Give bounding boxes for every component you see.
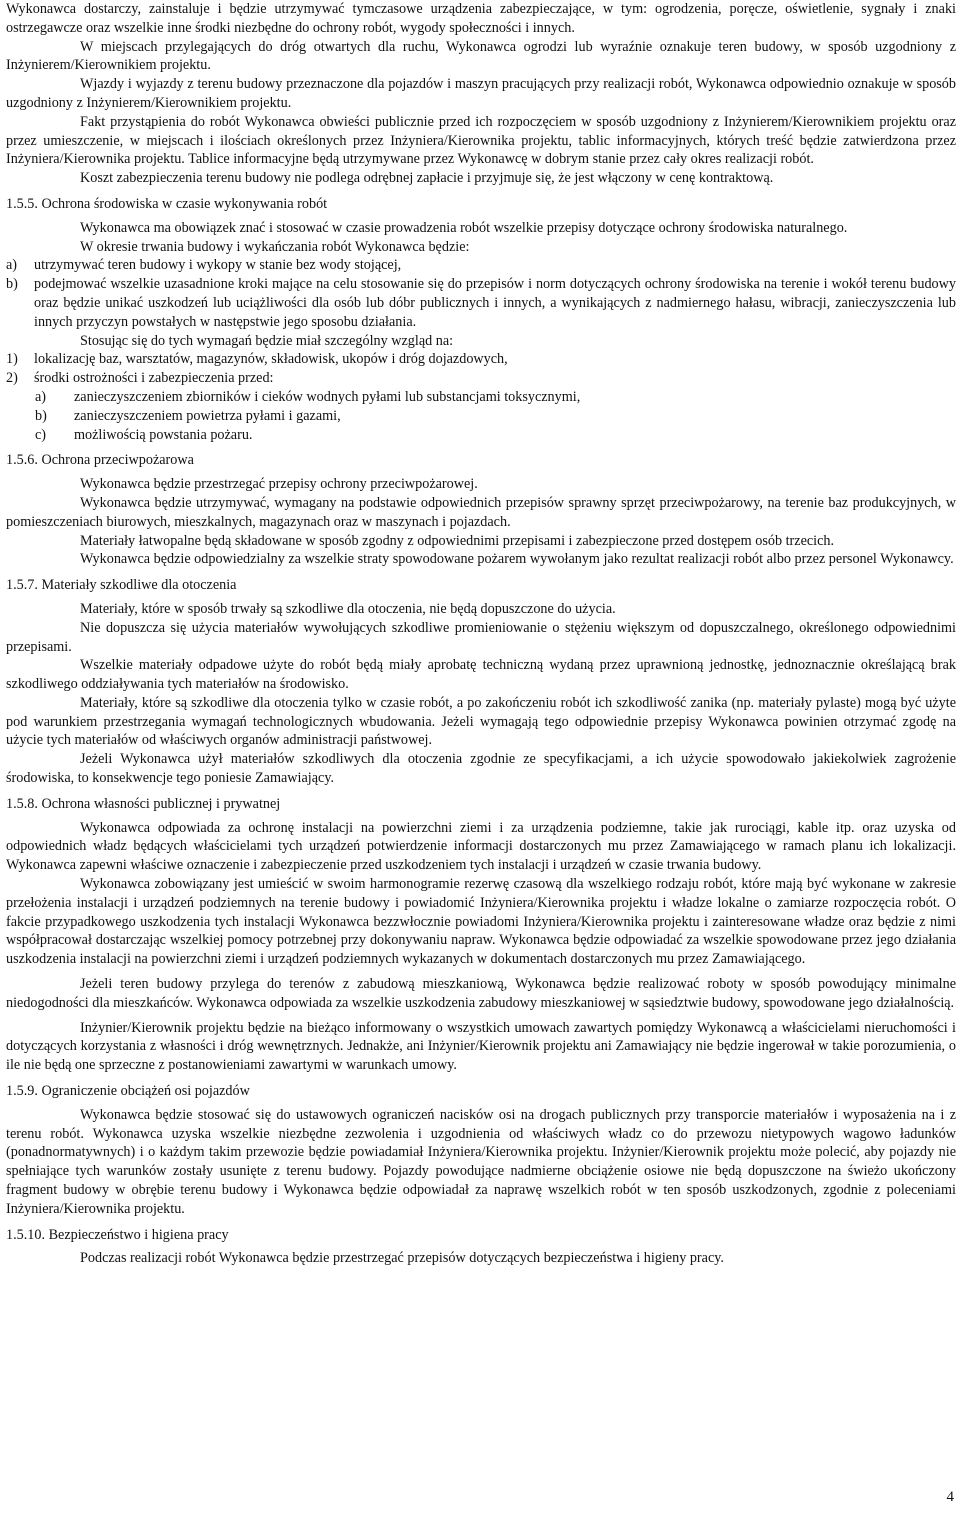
list-marker: b) <box>6 276 18 293</box>
section-heading: 1.5.7. Materiały szkodliwe dla otoczenia <box>6 577 237 594</box>
list-item <box>6 350 956 369</box>
paragraph: Wykonawca będzie utrzymywać, wymagany na podstawie odpowiednich przepisów sprawny sprzęt przeciwpożarowy, na terenie baz produkcyjnych, w pomieszczeniach biurowych, mieszkalnych, magazynach oraz w maszynach i pojazdach. <box>6 494 956 530</box>
paragraph: Wykonawca odpowiada za ochronę instalacji na powierzchni ziemi i za urządzenia podziemne, takie jak rurociągi, kable itp. oraz uzyska od odpowiednich władz będących właścicielami tych urządzeń potwierdzenie informacji dostarczonych mu przez Zamawiającego w ramach planu ich lokalizacji. Wykonawca zapewni właściwe oznaczenie i zabezpieczenie przed uszkodzeniem tych instalacji i urządzeń w czasie trwania budowy. <box>6 819 956 874</box>
section-heading: 1.5.6. Ochrona przeciwpożarowa <box>6 452 194 469</box>
list-marker: 2) <box>6 370 18 387</box>
list-item-text: zanieczyszczeniem powietrza pyłami i gazami, <box>74 407 341 424</box>
page-number: 4 <box>946 1489 954 1505</box>
paragraph: Jeżeli teren budowy przylega do terenów z zabudową mieszkaniową, Wykonawca będzie realizować roboty w sposób powodujący minimalne niedogodności dla mieszkańców. Wykonawca odpowiada za wszelkie uszkodzenia zabudowy mieszkaniowej w sąsiedztwie budowy, spowodowane jego działalnością. <box>6 976 956 1011</box>
paragraph: Materiały łatwopalne będą składowane w sposób zgodny z odpowiednimi przepisami i zabezpieczone przed dostępem osób trzecich. <box>80 532 835 549</box>
paragraph: Stosując się do tych wymagań będzie miał szczególny wzgląd na: <box>80 332 454 349</box>
section-heading: 1.5.8. Ochrona własności publicznej i prywatnej <box>6 795 281 812</box>
section-heading: 1.5.10. Bezpieczeństwo i higiena pracy <box>6 1226 229 1243</box>
paragraph: Wykonawca ma obowiązek znać i stosować w czasie prowadzenia robót wszelkie przepisy dotyczące ochrony środowiska naturalnego. <box>80 219 848 236</box>
list-item <box>6 275 956 331</box>
paragraph: Wykonawca będzie odpowiedzialny za wszelkie straty spowodowane pożarem wywołanym jako rezultat realizacji robót albo przez personel Wykonawcy. <box>80 551 954 568</box>
list-item <box>6 388 956 407</box>
paragraph: Wszelkie materiały odpadowe użyte do robót będą miały aprobatę techniczną wydaną przez uprawnioną jednostkę, jednoznacznie określającą brak szkodliwego oddziaływania tych materiałów na środowisko. <box>6 657 956 693</box>
paragraph: W okresie trwania budowy i wykańczania robót Wykonawca będzie: <box>80 238 470 255</box>
paragraph: Fakt przystąpienia do robót Wykonawca obwieści publicznie przed ich rozpoczęciem w sposób uzgodniony z Inżynierem/Kierownikiem projektu oraz przez umieszczenie, w miejscach i ilościach określonych przez Inżyniera/Kierownika projektu, tablic informacyjnych, których treść będzie zatwierdzona przez Inżyniera/Kierownika projektu. Tablice informacyjne będą utrzymywane przez Wykonawcę w dobrym stanie przez cały okres realizacji robót. <box>6 113 956 168</box>
paragraph: Wykonawca dostarczy, zainstaluje i będzie utrzymywać tymczasowe urządzenia zabezpieczające, w tym: ogrodzenia, poręcze, oświetlenie, sygnały i znaki ostrzegawcze oraz wszelkie inne środki niezbędne do ochrony robót, wygody społeczności i innych. <box>6 1 956 36</box>
list-item-text: utrzymywać teren budowy i wykopy w stanie bez wody stojącej, <box>34 257 402 274</box>
list-item-text: lokalizację baz, warsztatów, magazynów, składowisk, ukopów i dróg dojazdowych, <box>34 351 508 368</box>
list-item <box>6 256 956 275</box>
list-marker: b) <box>35 407 47 424</box>
list-item-text: możliwością powstania pożaru. <box>74 426 253 443</box>
paragraph: Materiały, które są szkodliwe dla otoczenia tylko w czasie robót, a po zakończeniu robót ich szkodliwość zanika (np. materiały pylaste) mogą być użyte pod warunkiem przestrzegania wymagań technologicznych wbudowania. Jeżeli wymagają tego odpowiednie przepisy Wykonawca powinien otrzymać zgodę na użycie tych materiałów od właściwych organów administracji państwowej. <box>6 694 956 749</box>
list-marker: a) <box>6 257 18 274</box>
paragraph: Materiały, które w sposób trwały są szkodliwe dla otoczenia, nie będą dopuszczone do użycia. <box>80 600 616 617</box>
list-item-text: podejmować wszelkie uzasadnione kroki mające na celu stosowanie się do przepisów i norm dotyczących ochrony środowiska na terenie i wokół terenu budowy oraz będzie unikać uszkodzeń lub uciążliwości dla osób lub dóbr publicznych i innych, a wynikających z nadmiernego hałasu, wibracji, zanieczyszczenia lub innych przyczyn powstałych w następstwie jego sposobu działania. <box>34 276 956 330</box>
list-marker: c) <box>35 426 47 443</box>
paragraph: W miejscach przylegających do dróg otwartych dla ruchu, Wykonawca ogrodzi lub wyraźnie oznakuje teren budowy, w sposób uzgodniony z Inżynierem/Kierownikiem projektu. <box>6 38 956 74</box>
paragraph: Inżynier/Kierownik projektu będzie na bieżąco informowany o wszystkich umowach zawartych pomiędzy Wykonawcą a właścicielami nieruchomości i dotyczących korzystania z własności i dróg wewnętrznych. Jednakże, ani Inżynier/Kierownik projektu ani Zamawiający nie będzie ingerował w takie porozumienia, o ile nie będą one sprzeczne z postanowieniami zawartymi w warunkach umowy. <box>6 1019 956 1074</box>
paragraph: Podczas realizacji robót Wykonawca będzie przestrzegać przepisów dotyczących bezpieczeństwa i higieny pracy. <box>80 1250 724 1267</box>
list-marker: a) <box>35 388 47 405</box>
paragraph: Koszt zabezpieczenia terenu budowy nie podlega odrębnej zapłacie i przyjmuje się, że jest włączony w cenę kontraktową. <box>80 170 774 187</box>
paragraph: Wykonawca będzie przestrzegać przepisy ochrony przeciwpożarowej. <box>80 476 478 493</box>
document-page <box>6 0 956 1268</box>
list-item <box>6 407 956 426</box>
paragraph: Jeżeli Wykonawca użył materiałów szkodliwych dla otoczenia zgodnie ze specyfikacjami, a ich użycie spowodowało jakiekolwiek zagrożenie środowiska, to konsekwencje tego poniesie Zamawiający. <box>6 751 956 787</box>
list-item-text: zanieczyszczeniem zbiorników i cieków wodnych pyłami lub substancjami toksycznymi, <box>74 388 581 405</box>
paragraph: Nie dopuszcza się użycia materiałów wywołujących szkodliwe promieniowanie o stężeniu większym od dopuszczalnego, określonego odpowiednimi przepisami. <box>6 619 956 655</box>
list-item <box>6 426 956 445</box>
paragraph: Wykonawca będzie stosować się do ustawowych ograniczeń nacisków osi na drogach publicznych przy transporcie materiałów i wyposażenia na i z terenu robót. Wykonawca uzyska wszelkie niezbędne zezwolenia i uzgodnienia od właściwych władz co do przewozu nietypowych wagowo ładunków (ponadnormatywnych) i o każdym takim przewozie będzie powiadamiał Inżyniera/Kierownika projektu. Inżynier/Kierownik projektu może polecić, aby pojazdy nie spełniające tych warunków zostały usunięte z terenu budowy. Pojazdy powodujące nadmierne obciążenie osiowe nie będą dopuszczone na świeżo ukończony fragment budowy w obrębie terenu budowy i Wykonawca będzie odpowiadał za naprawę wszelkich robót w ten sposób uszkodzonych, zgodnie z poleceniami Inżyniera/Kierownika projektu. <box>6 1106 956 1217</box>
list-item-text: środki ostrożności i zabezpieczenia przed: <box>34 370 274 387</box>
paragraph: Wykonawca zobowiązany jest umieścić w swoim harmonogramie rezerwę czasową dla wszelkiego rodzaju robót, które mają być wykonane w zakresie przełożenia instalacji i urządzeń podziemnych na terenie budowy i powiadomić Inżyniera/Kierownika projektu i władze lokalne o zamiarze rozpoczęcia robót. O fakcie przypadkowego uszkodzenia tych instalacji Wykonawca bezzwłocznie powiadomi Inżyniera/Kierownika projektu i zainteresowane władze oraz będzie z nimi współpracował dostarczając wszelkiej pomocy potrzebnej przy dokonywaniu napraw. Wykonawca będzie odpowiadać za wszelkie spowodowane przez jego działania uszkodzenia instalacji na powierzchni ziemi i urządzeń podziemnych wykazanych w dokumentach dostarczonych mu przez Zamawiającego. <box>6 876 956 968</box>
list-item <box>6 369 956 388</box>
list-marker: 1) <box>6 351 18 368</box>
section-heading: 1.5.9. Ograniczenie obciążeń osi pojazdów <box>6 1083 250 1100</box>
section-heading: 1.5.5. Ochrona środowiska w czasie wykonywania robót <box>6 195 328 212</box>
paragraph: Wjazdy i wyjazdy z terenu budowy przeznaczone dla pojazdów i maszyn pracujących przy realizacji robót, Wykonawca odpowiednio oznakuje w sposób uzgodniony z Inżynierem/Kierownikiem projektu. <box>6 76 956 111</box>
